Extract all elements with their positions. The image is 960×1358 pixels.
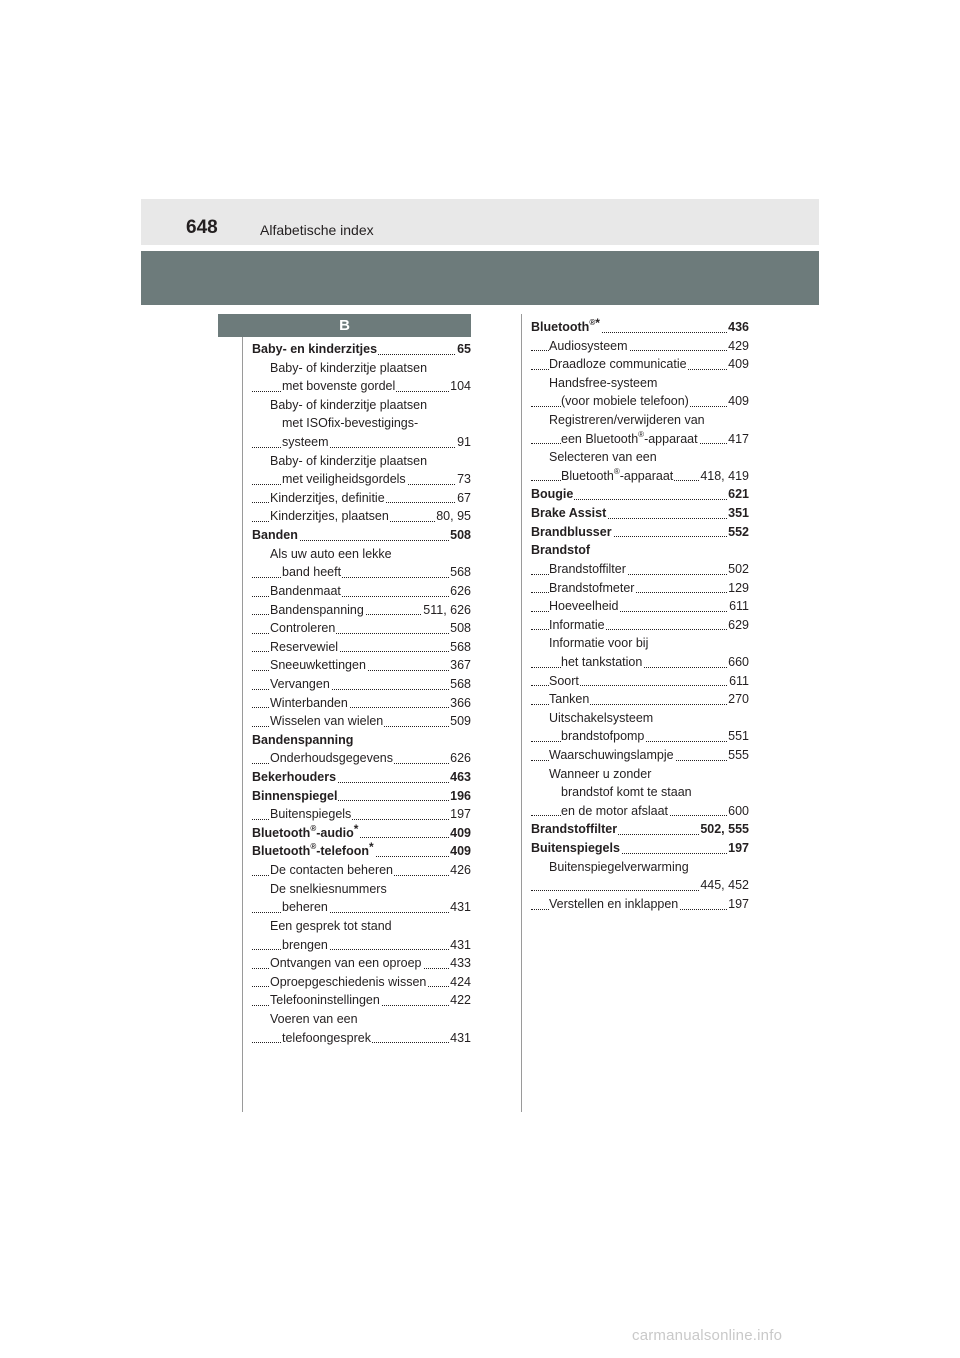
page-reference[interactable]: 426	[449, 861, 471, 880]
entry-label: systeem	[282, 435, 329, 450]
index-subentry-bandenmaat	[252, 582, 471, 601]
page-reference[interactable]: 568	[449, 675, 471, 694]
page-reference[interactable]: 433	[449, 954, 471, 973]
entry-label: Brandblusser	[531, 524, 612, 539]
page-reference[interactable]: 409	[727, 355, 749, 374]
footnote-asterisk: *	[353, 821, 359, 836]
page-reference[interactable]: 626	[449, 749, 471, 768]
entry-label: Onderhoudsgegevens	[270, 751, 394, 766]
page-reference[interactable]: 508	[449, 526, 471, 545]
page-reference[interactable]: 629	[727, 616, 749, 635]
entry-label: Buitenspiegelverwarming	[549, 859, 689, 874]
index-subentry-brandstofpomp	[531, 727, 749, 746]
entry-label: Soort	[549, 673, 579, 688]
index-entry-baby-en-kinderzitjes	[252, 340, 471, 359]
index-subentry-onderhoudsgegevens	[252, 749, 471, 768]
entry-label: Brandstofmeter	[549, 580, 635, 595]
index-subentry-buitenspiegelverwarming	[531, 858, 749, 877]
footnote-asterisk: *	[369, 840, 374, 855]
page-reference[interactable]: 431	[449, 936, 471, 955]
index-entry-bandenspanning	[252, 731, 471, 750]
page-reference[interactable]: 422	[449, 991, 471, 1010]
index-entry-brandstoffilter	[531, 820, 749, 839]
entry-label: het tankstation	[561, 654, 643, 669]
index-entry-buitenspiegels	[531, 839, 749, 858]
index-subentry-systeem	[252, 433, 471, 452]
entry-label: Telefooninstellingen	[270, 993, 380, 1008]
entry-label: Bandenspanning	[252, 732, 354, 747]
entry-label: Baby- en kinderzitjes	[252, 342, 378, 356]
index-column-left	[252, 340, 471, 1047]
entry-label: beheren	[282, 900, 328, 915]
entry-label: met bovenste gordel	[282, 379, 396, 394]
page-reference[interactable]: 418, 419	[699, 467, 749, 486]
entry-label: Informatie	[549, 617, 605, 632]
index-subentry-informatie	[531, 616, 749, 635]
entry-label: Bluetooth®*	[531, 316, 600, 334]
index-subentry-met-isofix-bevestigings	[252, 414, 471, 433]
page-reference[interactable]: 366	[449, 694, 471, 713]
entry-label: Oproepgeschiedenis wissen	[270, 974, 427, 989]
index-subentry-baby-of-kinderzitje-plaatsen	[252, 452, 471, 471]
registered-mark: ®	[310, 823, 317, 833]
entry-label: Buitenspiegels	[531, 841, 620, 856]
index-subentry-beheren	[252, 898, 471, 917]
index-subentry-brandstoffilter	[531, 560, 749, 579]
entry-label: Als uw auto een lekke	[270, 546, 392, 561]
entry-label: en de motor afslaat	[561, 803, 669, 818]
index-subentry-waarschuwingslampje	[531, 746, 749, 765]
index-subentry-band-heeft	[252, 563, 471, 582]
index-subentry-telefooninstellingen	[252, 991, 471, 1010]
index-subentry-hoeveelheid	[531, 597, 749, 616]
page-reference[interactable]: 555	[727, 746, 749, 765]
index-entry-binnenspiegel	[252, 787, 471, 806]
index-entry-bougie	[531, 485, 749, 504]
entry-label: een Bluetooth®-apparaat	[561, 429, 698, 446]
index-subentry-wisselen-van-wielen	[252, 712, 471, 731]
index-subentry-de-contacten-beheren	[252, 861, 471, 880]
index-subentry-en-de-motor-afslaat	[531, 802, 749, 821]
index-subentry-voor-mobiele-telefoon	[531, 392, 749, 411]
index-subentry-wanneer-u-zonder	[531, 765, 749, 784]
page-reference[interactable]: 409	[727, 392, 749, 411]
entry-label: Audiosysteem	[549, 338, 628, 353]
page-reference[interactable]: 80, 95	[435, 507, 471, 526]
registered-mark: ®	[613, 466, 620, 476]
entry-label: Baby- of kinderzitje plaatsen	[270, 453, 428, 468]
footnote-asterisk: *	[595, 316, 600, 330]
entry-label: brandstof komt te staan	[561, 785, 692, 800]
page-reference[interactable]: 431	[449, 1029, 471, 1048]
entry-label: Brake Assist	[531, 506, 607, 521]
page-reference[interactable]: 568	[449, 638, 471, 657]
page-reference[interactable]: 600	[727, 802, 749, 821]
page-reference[interactable]: 611	[728, 597, 749, 616]
index-entry-bekerhouders	[252, 768, 471, 787]
index-subentry-tanken	[531, 690, 749, 709]
index-subentry-baby-of-kinderzitje-plaatsen	[252, 359, 471, 378]
index-entry-brake-assist	[531, 504, 749, 523]
index-subentry-oproepgeschiedenis-wissen	[252, 973, 471, 992]
index-subentry-sneeuwkettingen	[252, 656, 471, 675]
index-subentry-met-bovenste-gordel	[252, 377, 471, 396]
page-reference[interactable]: 463	[449, 768, 471, 787]
index-subentry-het-tankstation	[531, 653, 749, 672]
index-subentry-telefoongesprek	[252, 1029, 471, 1048]
index-subentry-buitenspiegels	[252, 805, 471, 824]
entry-label: Vervangen	[270, 676, 330, 691]
index-entry-bluetooth-audio	[252, 821, 471, 843]
page-reference[interactable]: 660	[727, 653, 749, 672]
section-title: Alfabetische index	[260, 222, 374, 238]
index-subentry-kinderzitjes-plaatsen	[252, 507, 471, 526]
entry-label: Voeren van een	[270, 1011, 358, 1026]
entry-label: Handsfree-systeem	[549, 375, 658, 390]
page-reference[interactable]: 351	[727, 504, 749, 523]
index-subentry-audiosysteem	[531, 337, 749, 356]
index-entry-brandstof	[531, 541, 749, 560]
page-reference[interactable]: 417	[727, 430, 749, 449]
entry-label: Tanken	[549, 692, 590, 707]
entry-label: Bekerhouders	[252, 770, 337, 785]
entry-label: Reservewiel	[270, 639, 339, 654]
entry-label: Ontvangen van een oproep	[270, 956, 422, 971]
entry-label: Winterbanden	[270, 695, 348, 710]
registered-mark: ®	[589, 318, 596, 327]
entry-label: Bluetooth®-apparaat	[561, 466, 674, 483]
entry-label: band heeft	[282, 565, 342, 580]
page-reference[interactable]: 552	[727, 523, 749, 542]
entry-label: Waarschuwingslampje	[549, 748, 674, 763]
page-reference[interactable]: 196	[449, 787, 471, 806]
page-reference[interactable]: 511, 626	[422, 601, 471, 620]
entry-label: Wisselen van wielen	[270, 714, 384, 729]
entry-label: Kinderzitjes, plaatsen	[270, 509, 389, 524]
entry-label: Verstellen en inklappen	[549, 896, 679, 911]
index-subentry-verstellen-en-inklappen	[531, 895, 749, 914]
index-subentry-brengen	[252, 936, 471, 955]
entry-label: Buitenspiegels	[270, 807, 352, 822]
entry-label: Een gesprek tot stand	[270, 918, 392, 933]
entry-label: Bluetooth®-telefoon*	[252, 840, 374, 859]
entry-label: Bougie	[531, 487, 574, 502]
page-reference[interactable]: 508	[449, 619, 471, 638]
entry-label: Registreren/verwijderen van	[549, 413, 705, 428]
page-reference[interactable]: 270	[727, 690, 749, 709]
page-reference[interactable]: 568	[449, 563, 471, 582]
entry-label: telefoongesprek	[282, 1030, 371, 1045]
entry-label	[561, 878, 562, 892]
entry-label: Hoeveelheid	[549, 599, 619, 614]
page-reference[interactable]: 429	[727, 337, 749, 356]
page-reference[interactable]: 367	[449, 656, 471, 675]
page-reference[interactable]: 129	[727, 579, 749, 598]
index-subentry-controleren	[252, 619, 471, 638]
index-subentry-bandenspanning	[252, 601, 471, 620]
entry-label: Baby- of kinderzitje plaatsen	[270, 397, 428, 412]
entry-label: Binnenspiegel	[252, 788, 338, 803]
entry-label: brengen	[282, 937, 328, 952]
index-letter-heading: B	[218, 314, 471, 337]
page-reference[interactable]: 104	[449, 377, 471, 396]
header-band	[141, 199, 819, 245]
entry-label: met veiligheidsgordels	[282, 472, 406, 487]
registered-mark: ®	[310, 842, 317, 852]
entry-label: Bandenspanning	[270, 602, 364, 617]
entry-label: brandstofpomp	[561, 729, 645, 744]
page-reference[interactable]: 509	[449, 712, 471, 731]
entry-label: Draadloze communicatie	[549, 357, 687, 372]
registered-mark: ®	[638, 429, 645, 439]
page-reference[interactable]: 502	[727, 560, 749, 579]
index-subentry-kinderzitjes-definitie	[252, 489, 471, 508]
page-reference[interactable]: 621	[727, 485, 749, 504]
index-subentry-bluetooth-apparaat	[531, 467, 749, 486]
entry-label: Bandenmaat	[270, 583, 341, 598]
page-reference[interactable]: 551	[727, 727, 749, 746]
index-subentry-de-snelkiesnummers	[252, 880, 471, 899]
page-reference[interactable]: 424	[449, 973, 471, 992]
page-reference[interactable]: 197	[727, 895, 749, 914]
entry-label: Sneeuwkettingen	[270, 658, 366, 673]
page-reference[interactable]: 626	[449, 582, 471, 601]
index-entry-bluetooth-telefoon	[252, 842, 471, 861]
page-reference[interactable]: 409	[449, 842, 471, 861]
index-subentry-brandstofmeter	[531, 579, 749, 598]
index-subentry-registreren-verwijderen-van	[531, 411, 749, 430]
index-subentry-een-bluetooth-apparaat	[531, 430, 749, 449]
entry-label: Informatie voor bij	[549, 636, 649, 651]
index-subentry-informatie-voor-bij	[531, 634, 749, 653]
page-reference[interactable]: 502, 555	[699, 820, 749, 839]
entry-label: (voor mobiele telefoon)	[561, 394, 689, 409]
middle-column-rule	[521, 314, 522, 1112]
index-subentry-soort	[531, 672, 749, 691]
page-reference[interactable]: 197	[727, 839, 749, 858]
index-subentry-winterbanden	[252, 694, 471, 713]
entry-label: Brandstoffilter	[549, 561, 626, 576]
page-reference[interactable]: 65	[456, 340, 471, 359]
page-reference[interactable]: 409	[449, 824, 471, 843]
entry-label: Bluetooth®-audio*	[252, 821, 359, 840]
index-subentry-met-veiligheidsgordels	[252, 470, 471, 489]
index-subentry-vervangen	[252, 675, 471, 694]
entry-label: Controleren	[270, 621, 336, 636]
index-subentry-handsfree-systeem	[531, 374, 749, 393]
index-subentry-selecteren-van-een	[531, 448, 749, 467]
index-subentry-als-uw-auto-een-lekke	[252, 545, 471, 564]
index-subentry-een-gesprek-tot-stand	[252, 917, 471, 936]
index-subentry-uitschakelsysteem	[531, 709, 749, 728]
index-subentry-brandstof-komt-te-staan	[531, 783, 749, 802]
index-subentry-ontvangen-van-een-oproep	[252, 954, 471, 973]
entry-label: Baby- of kinderzitje plaatsen	[270, 360, 428, 375]
entry-label: Selecteren van een	[549, 450, 657, 465]
watermark: carmanualsonline.info	[632, 1327, 783, 1344]
page-reference[interactable]: 73	[456, 470, 471, 489]
left-column-rule	[242, 337, 243, 1112]
index-column-right	[531, 318, 749, 914]
entry-label: De snelkiesnummers	[270, 881, 387, 896]
page-reference[interactable]: 197	[449, 805, 471, 824]
entry-label: met ISOfix-bevestigings-	[282, 416, 419, 431]
index-subentry-draadloze-communicatie	[531, 355, 749, 374]
index-subentry-page-ref	[531, 876, 749, 895]
index-subentry-voeren-van-een	[252, 1010, 471, 1029]
index-entry-brandblusser	[531, 523, 749, 542]
page-reference[interactable]: 67	[456, 489, 471, 508]
title-band	[141, 251, 819, 305]
entry-label: Banden	[252, 528, 298, 543]
page-reference[interactable]: 445, 452	[699, 876, 749, 895]
entry-label: Brandstoffilter	[531, 822, 618, 837]
entry-label: Brandstof	[531, 543, 591, 558]
page-reference[interactable]: 91	[456, 433, 471, 452]
page-reference[interactable]: 611	[728, 672, 749, 691]
index-entry-banden	[252, 526, 471, 545]
index-subentry-reservewiel	[252, 638, 471, 657]
page-number: 648	[186, 217, 218, 238]
index-entry-bluetooth	[531, 318, 749, 337]
entry-label: Kinderzitjes, definitie	[270, 490, 385, 505]
entry-label: De contacten beheren	[270, 863, 394, 878]
index-subentry-baby-of-kinderzitje-plaatsen	[252, 396, 471, 415]
page-reference[interactable]: 436	[727, 318, 749, 337]
page-reference[interactable]: 431	[449, 898, 471, 917]
entry-label: Uitschakelsysteem	[549, 710, 654, 725]
entry-label: Wanneer u zonder	[549, 766, 652, 781]
